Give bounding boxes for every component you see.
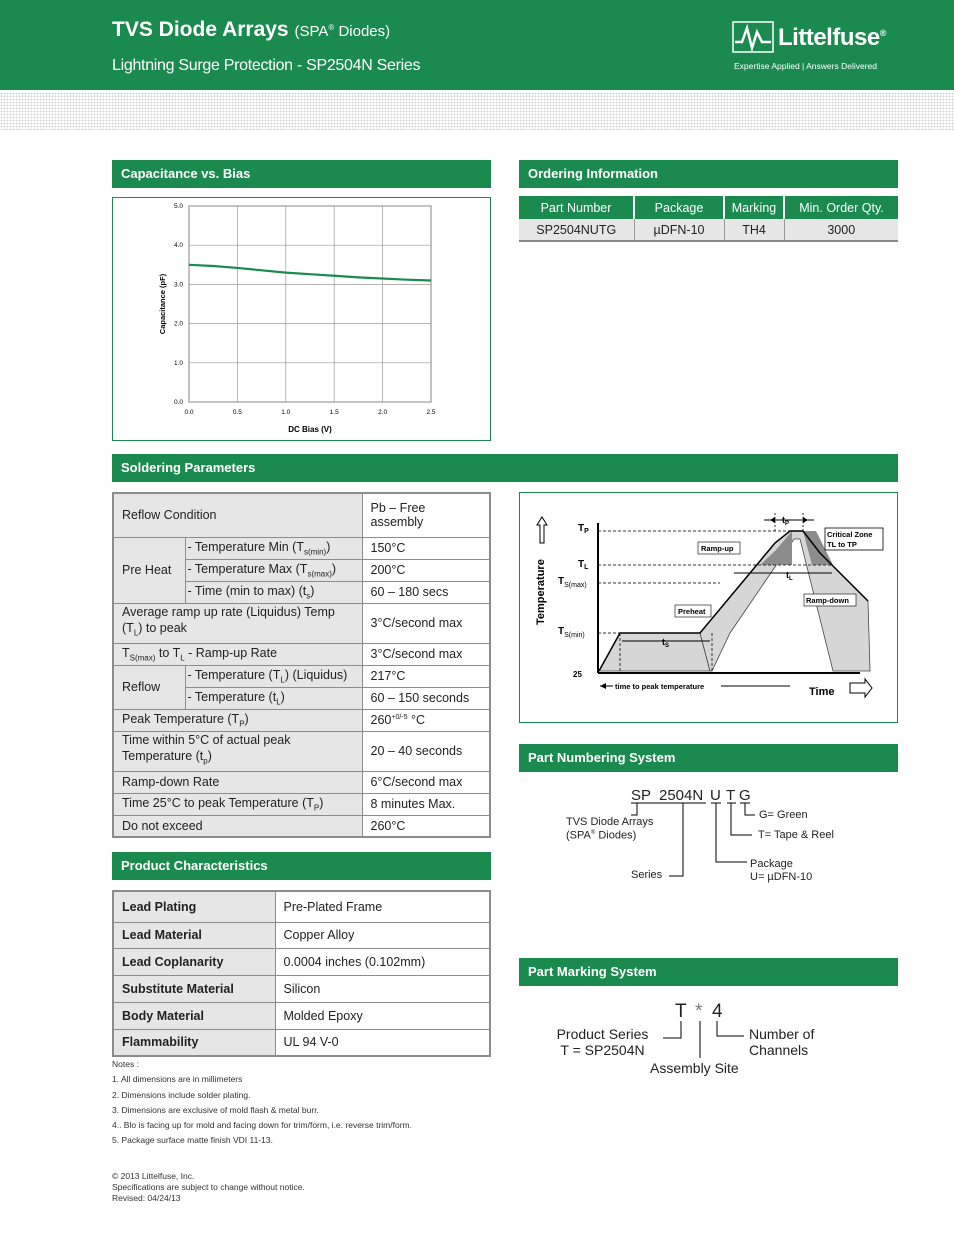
marking-diagram (519, 998, 898, 1088)
ts-to-tl-value: 3°C/second max (362, 643, 490, 665)
leader-product-series (663, 1021, 681, 1038)
col-marking: Marking (724, 196, 784, 219)
package-label: Package U= µDFN-10 (750, 858, 813, 883)
peak-temp-label: Peak Temperature $(T_P)$ (113, 709, 362, 731)
section-soldering: Soldering Parameters (112, 454, 898, 482)
title-main: TVS Diode Arrays (112, 18, 289, 41)
series-label: Series (631, 869, 663, 881)
tsmax-label: $T_{S(max)}$ (558, 576, 587, 589)
mark-char-4: 4 (712, 1001, 723, 1022)
x-tick-label: 2.0 (378, 409, 388, 416)
preheat-label: Preheat (678, 607, 706, 616)
dotted-band (0, 92, 954, 130)
capacitance-chart (112, 197, 491, 441)
time-25-label: Time 25°C to peak Temperature $(T_P)$ (113, 793, 362, 815)
lead-coplanarity-label: Lead Coplanarity (113, 949, 275, 976)
capacitance-chart-svg (113, 198, 490, 440)
body-material-value: Molded Epoxy (275, 1002, 490, 1029)
product-chars-table (112, 890, 491, 1057)
y-tick-label: 5.0 (173, 203, 183, 210)
arrow-head-left (600, 683, 606, 689)
time-right-arrow-icon (850, 679, 872, 697)
tl-label: $T_L$ (578, 559, 589, 571)
tp-label: $T_P$ (578, 523, 589, 535)
revised-date: Revised: 04/24/13 (112, 1193, 181, 1203)
time-25-value: 8 minutes Max. (362, 793, 490, 815)
littelfuse-logo-icon (732, 20, 776, 56)
green-label: G= Green (759, 809, 808, 821)
table-row (519, 219, 898, 241)
x-tick-label: 1.0 (281, 409, 291, 416)
reflow-time-label: - Temperature $(t_L)$ (185, 687, 362, 709)
change-notice: Specifications are subject to change without notice. (112, 1182, 305, 1192)
preheat-tmin-label: - Temperature Min $(T_{s(min)})$ (185, 537, 362, 559)
copyright: © 2013 Littelfuse, Inc. (112, 1171, 195, 1181)
code-t: T (726, 787, 736, 804)
lead-material-value: Copper Alloy (275, 922, 490, 949)
leader-series (669, 803, 683, 876)
t25-label: 25 (573, 670, 582, 679)
page-subtitle: Lightning Surge Protection - SP2504N Series (112, 57, 421, 74)
time-within-value: 20 – 40 seconds (362, 731, 490, 771)
leader-sp (631, 803, 637, 815)
note-item: 4.. Blo is facing up for mold and facing down for trim/form, i.e. reverse trim/form. (112, 1120, 412, 1131)
tape-label: T= Tape & Reel (758, 829, 834, 841)
x-tick-label: 0.0 (184, 409, 194, 416)
time-to-peak-label: time to peak temperature (615, 682, 705, 691)
y-tick-label: 2.0 (173, 320, 183, 328)
reflow-profile-svg (520, 493, 897, 722)
leader-channels (717, 1021, 744, 1036)
preheat-label: Pre Heat (113, 537, 185, 603)
critical-zone-label: Critical Zone (827, 530, 873, 539)
tsmin-label: $T_{S(min)}$ (558, 626, 585, 639)
preheat-tmax-label: - Temperature Max $(T_{s(max)})$ (185, 559, 362, 581)
cell-part-number: SP2504NUTG (519, 219, 634, 241)
cell-marking: TH4 (724, 219, 784, 241)
y-tick-label: 3.0 (173, 281, 183, 289)
rampdown-label: Ramp-down (806, 596, 849, 605)
lead-coplanarity-value: 0.0004 inches (0.102mm) (275, 949, 490, 976)
time-axis-label: Time (809, 686, 835, 698)
code-u: U (710, 787, 721, 804)
section-marking: Part Marking System (519, 958, 898, 986)
mark-char-t: T (675, 1001, 687, 1022)
code-sp: SP (631, 787, 652, 804)
y-tick-label: 0.0 (173, 399, 183, 406)
time-within-label: Time within 5°C of actual peak Temperature $(t_p)$ (113, 731, 362, 771)
rampdown-value: 6°C/second max (362, 771, 490, 793)
ts-to-tl-label: $T_{S(max)}$ to $T_L$ - Ramp-up Rate (113, 643, 362, 665)
code-2504n: 2504N (659, 787, 704, 804)
numbering-diagram (519, 780, 898, 900)
ordering-table (519, 196, 898, 242)
do-not-exceed-value: 260°C (362, 815, 490, 837)
notes-head: Notes : (112, 1059, 139, 1069)
note-item: 1. All dimensions are in millimeters (112, 1074, 243, 1085)
y-axis-label: Capacitance (pF) (158, 273, 167, 335)
reflow-condition-label: Reflow Condition (113, 493, 362, 537)
col-part-number: Part Number (519, 196, 634, 219)
flammability-label: Flammability (113, 1029, 275, 1056)
reflow-temp-value: 217°C (362, 665, 490, 687)
section-ordering: Ordering Information (519, 160, 898, 188)
col-package: Package (634, 196, 724, 219)
substitute-material-label: Substitute Material (113, 976, 275, 1003)
title-suffix: (SPA® Diodes) (294, 23, 391, 40)
avg-ramp-label: Average ramp up rate (Liquidus) Temp $(T_L)$ to peak (113, 603, 362, 643)
channels-label: Number of Channels (749, 1026, 815, 1058)
reflow-condition-value: Pb – Free assembly (362, 493, 490, 537)
brand-tagline: Expertise Applied | Answers Delivered (734, 61, 878, 71)
ts-mid-label: $t_S$ (662, 637, 670, 649)
critical-zone-range: TL to TP (827, 540, 857, 549)
x-tick-label: 2.5 (426, 409, 436, 416)
tp-top-label: $t_P$ (782, 515, 790, 527)
x-axis-label: DC Bias (V) (288, 425, 332, 434)
do-not-exceed-label: Do not exceed (113, 815, 362, 837)
y-tick-label: 4.0 (173, 242, 183, 250)
lead-material-label: Lead Material (113, 922, 275, 949)
preheat-time-label: - Time (min to max) $(t_s)$ (185, 581, 362, 603)
brand-logo: Littelfuse® (778, 24, 886, 51)
preheat-tmax-value: 200°C (362, 559, 490, 581)
assembly-site-label: Assembly Site (650, 1060, 739, 1076)
lead-plating-label: Lead Plating (113, 891, 275, 922)
footer (112, 1171, 305, 1204)
rampup-label: Ramp-up (701, 544, 734, 553)
soldering-table (112, 492, 491, 838)
preheat-band (599, 633, 710, 671)
section-capacitance: Capacitance vs. Bias (112, 160, 491, 188)
y-tick-label: 1.0 (173, 359, 183, 367)
page-title (112, 18, 390, 42)
code-g: G (739, 787, 751, 804)
temperature-axis-label: Temperature (535, 559, 547, 625)
col-min-order: Min. Order Qty. (784, 196, 898, 219)
reflow-temp-label: - Temperature $(T_L)$ (Liquidus) (185, 665, 362, 687)
flammability-value: UL 94 V-0 (275, 1029, 490, 1056)
temp-up-arrow-icon (537, 517, 547, 543)
x-tick-label: 0.5 (232, 409, 242, 416)
capacitance-series-line (189, 265, 431, 281)
notes (112, 1057, 412, 1149)
tvs-label: TVS Diode Arrays (SPA® Diodes) (566, 816, 654, 842)
peak-temp-value: $260^{+0/-5}$ °C (362, 709, 490, 731)
note-item: 2. Dimensions include solder plating. (112, 1089, 251, 1100)
preheat-time-value: 60 – 180 secs (362, 581, 490, 603)
section-numbering: Part Numbering System (519, 744, 898, 772)
tl-mid-label: $t_L$ (786, 570, 793, 582)
mark-char-star: * (695, 1001, 703, 1022)
lead-plating-value: Pre-Plated Frame (275, 891, 490, 922)
preheat-tmin-value: 150°C (362, 537, 490, 559)
cell-package: µDFN-10 (634, 219, 724, 241)
plot-frame (189, 206, 431, 402)
leader-tape (731, 803, 752, 835)
leader-green (745, 803, 755, 815)
page-header (0, 0, 954, 90)
note-item: 5. Package surface matte finish VDI 11-13. (112, 1135, 273, 1146)
body-material-label: Body Material (113, 1002, 275, 1029)
reflow-time-value: 60 – 150 seconds (362, 687, 490, 709)
product-series-label: Product Series T = SP2504N (556, 1026, 649, 1058)
reflow-label: Reflow (113, 665, 185, 709)
note-item: 3. Dimensions are exclusive of mold flash & metal burr. (112, 1104, 319, 1115)
rampdown-label: Ramp-down Rate (113, 771, 362, 793)
x-tick-label: 1.5 (329, 409, 339, 416)
substitute-material-value: Silicon (275, 976, 490, 1003)
reflow-profile-diagram (519, 492, 898, 723)
avg-ramp-value: 3°C/second max (362, 603, 490, 643)
section-product-chars: Product Characteristics (112, 852, 491, 880)
cell-min-order: 3000 (784, 219, 898, 241)
